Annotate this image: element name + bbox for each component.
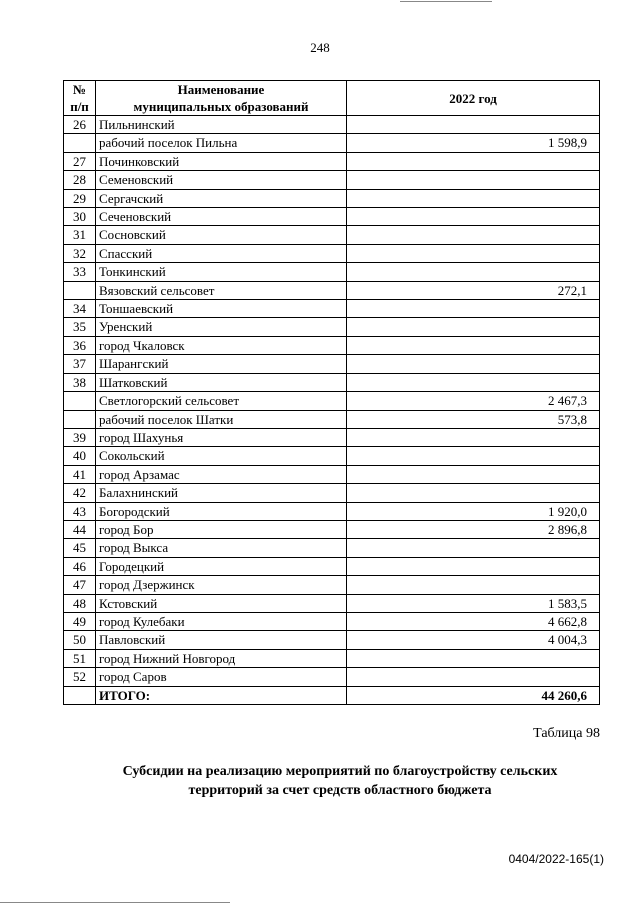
table-caption	[90, 762, 590, 800]
total-row	[64, 686, 600, 704]
row-municipality: Городецкий	[96, 557, 347, 575]
table-row	[64, 208, 600, 226]
row-value	[347, 557, 600, 575]
row-municipality: Шатковский	[96, 373, 347, 391]
row-municipality: город Чкаловск	[96, 336, 347, 354]
row-value	[347, 189, 600, 207]
row-municipality: город Саров	[96, 668, 347, 686]
table-row	[64, 189, 600, 207]
row-value: 272,1	[347, 281, 600, 299]
document-code: 0404/2022-165(1)	[508, 852, 604, 866]
row-municipality: Сеченовский	[96, 208, 347, 226]
header-number-line1: №	[72, 82, 87, 97]
row-value: 2 896,8	[347, 520, 600, 538]
row-municipality: Светлогорский сельсовет	[96, 392, 347, 410]
page-number: 248	[310, 40, 330, 55]
row-municipality: Уренский	[96, 318, 347, 336]
row-value	[347, 373, 600, 391]
table-row	[64, 576, 600, 594]
row-number: 37	[64, 355, 96, 373]
row-number: 39	[64, 428, 96, 446]
row-value	[347, 355, 600, 373]
row-municipality: Кстовский	[96, 594, 347, 612]
header-year: 2022 год	[347, 81, 600, 116]
row-municipality: рабочий поселок Шатки	[96, 410, 347, 428]
row-municipality: Павловский	[96, 631, 347, 649]
header-municipality	[96, 81, 347, 116]
row-municipality: город Арзамас	[96, 465, 347, 483]
row-number: 29	[64, 189, 96, 207]
row-value	[347, 336, 600, 354]
row-number: 41	[64, 465, 96, 483]
row-number: 27	[64, 152, 96, 170]
row-value	[347, 668, 600, 686]
row-number: 38	[64, 373, 96, 391]
row-number: 34	[64, 300, 96, 318]
scan-edge-top	[400, 1, 492, 2]
table-row	[64, 668, 600, 686]
table-row	[64, 244, 600, 262]
row-number: 35	[64, 318, 96, 336]
row-value: 2 467,3	[347, 392, 600, 410]
row-number: 48	[64, 594, 96, 612]
row-number: 51	[64, 649, 96, 667]
table-row	[64, 281, 600, 299]
row-municipality: Шарангский	[96, 355, 347, 373]
row-value	[347, 226, 600, 244]
row-value	[347, 576, 600, 594]
row-number	[64, 392, 96, 410]
row-number: 32	[64, 244, 96, 262]
row-municipality: город Выкса	[96, 539, 347, 557]
row-value: 1 920,0	[347, 502, 600, 520]
row-number: 49	[64, 612, 96, 630]
table-row	[64, 355, 600, 373]
row-municipality: город Бор	[96, 520, 347, 538]
subsidy-table	[63, 80, 600, 705]
header-number-line2: п/п	[70, 99, 89, 114]
row-number: 47	[64, 576, 96, 594]
row-municipality: Спасский	[96, 244, 347, 262]
row-number: 26	[64, 116, 96, 134]
row-value	[347, 208, 600, 226]
row-municipality: Сосновский	[96, 226, 347, 244]
row-number: 40	[64, 447, 96, 465]
table-row	[64, 557, 600, 575]
table-row	[64, 226, 600, 244]
row-value	[347, 244, 600, 262]
row-value	[347, 649, 600, 667]
row-value	[347, 152, 600, 170]
row-number: 36	[64, 336, 96, 354]
row-municipality: Тонкинский	[96, 263, 347, 281]
row-municipality: Пильнинский	[96, 116, 347, 134]
row-value: 1 598,9	[347, 134, 600, 152]
row-number: 28	[64, 171, 96, 189]
table-row	[64, 484, 600, 502]
table-row	[64, 649, 600, 667]
row-number: 42	[64, 484, 96, 502]
row-municipality: Починковский	[96, 152, 347, 170]
table-row	[64, 152, 600, 170]
row-municipality: город Шахунья	[96, 428, 347, 446]
row-value	[347, 263, 600, 281]
row-value	[347, 428, 600, 446]
row-value: 4 004,3	[347, 631, 600, 649]
row-value	[347, 116, 600, 134]
row-municipality: Балахнинский	[96, 484, 347, 502]
row-municipality: город Кулебаки	[96, 612, 347, 630]
total-num-cell	[64, 686, 96, 704]
table-row	[64, 539, 600, 557]
table-row	[64, 263, 600, 281]
table-row	[64, 631, 600, 649]
row-value	[347, 447, 600, 465]
table-row	[64, 318, 600, 336]
table-row	[64, 410, 600, 428]
row-value	[347, 465, 600, 483]
table-row	[64, 594, 600, 612]
row-number: 33	[64, 263, 96, 281]
table-row	[64, 300, 600, 318]
table-row	[64, 428, 600, 446]
table-row	[64, 134, 600, 152]
row-value	[347, 484, 600, 502]
table-row	[64, 171, 600, 189]
row-number: 31	[64, 226, 96, 244]
row-value: 1 583,5	[347, 594, 600, 612]
row-number: 44	[64, 520, 96, 538]
table-number-label: Таблица 98	[533, 726, 600, 741]
row-number: 52	[64, 668, 96, 686]
row-value: 573,8	[347, 410, 600, 428]
row-municipality: Вязовский сельсовет	[96, 281, 347, 299]
header-municipality-line2: муниципальных образований	[133, 99, 309, 114]
row-value	[347, 318, 600, 336]
row-municipality: город Нижний Новгород	[96, 649, 347, 667]
row-number: 43	[64, 502, 96, 520]
table-row	[64, 116, 600, 134]
row-value	[347, 300, 600, 318]
table-row	[64, 392, 600, 410]
row-value	[347, 539, 600, 557]
total-value: 44 260,6	[347, 686, 600, 704]
caption-line-1: Субсидии на реализацию мероприятий по благоустройству сельских	[122, 764, 558, 779]
row-number: 50	[64, 631, 96, 649]
table-row	[64, 465, 600, 483]
row-municipality: Сергачский	[96, 189, 347, 207]
row-number	[64, 410, 96, 428]
row-number	[64, 281, 96, 299]
table-row	[64, 612, 600, 630]
table-row	[64, 502, 600, 520]
row-number: 45	[64, 539, 96, 557]
scan-edge-bottom	[0, 902, 230, 903]
row-municipality: Сокольский	[96, 447, 347, 465]
row-municipality: город Дзержинск	[96, 576, 347, 594]
row-value: 4 662,8	[347, 612, 600, 630]
caption-line-2: территорий за счет средств областного бюджета	[188, 783, 492, 798]
header-municipality-line1: Наименование	[177, 82, 265, 97]
table-row	[64, 447, 600, 465]
table-row	[64, 336, 600, 354]
row-municipality: рабочий поселок Пильна	[96, 134, 347, 152]
table-header-row	[64, 81, 600, 116]
row-number	[64, 134, 96, 152]
table-body	[64, 116, 600, 687]
table-row	[64, 520, 600, 538]
header-number	[64, 81, 96, 116]
total-label: ИТОГО:	[96, 686, 347, 704]
row-municipality: Семеновский	[96, 171, 347, 189]
row-number: 46	[64, 557, 96, 575]
row-municipality: Тоншаевский	[96, 300, 347, 318]
row-municipality: Богородский	[96, 502, 347, 520]
row-value	[347, 171, 600, 189]
table-row	[64, 373, 600, 391]
row-number: 30	[64, 208, 96, 226]
